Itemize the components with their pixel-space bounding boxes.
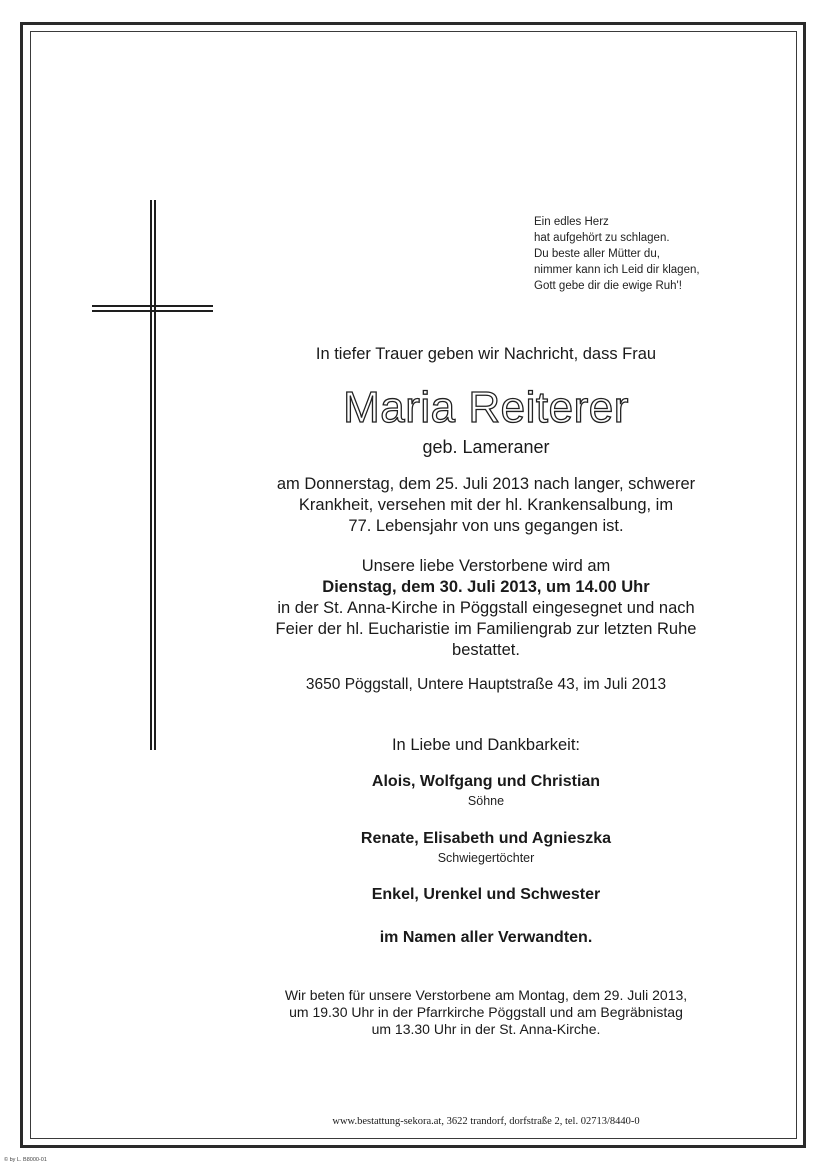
death-notice-line: 77. Lebensjahr von uns gegangen ist. — [348, 517, 624, 535]
print-code: © by L. B8000-01 — [4, 1157, 47, 1163]
funeral-date: Dienstag, dem 30. Juli 2013, um 14.00 Uhr — [322, 578, 650, 596]
verse-line: nimmer kann ich Leid dir klagen, — [534, 264, 700, 276]
verse-line: Ein edles Herz — [534, 216, 609, 228]
deceased-name: Maria Reiterer — [343, 383, 629, 432]
prayer-line: um 19.30 Uhr in der Pfarrkirche Pöggstall und am Begräbnistag — [289, 1004, 683, 1020]
undertaker-footer: www.bestattung-sekora.at, 3622 trandorf, dorfstraße 2, tel. 02713/8440-0 — [332, 1116, 640, 1127]
mourner-group — [236, 830, 736, 865]
mourner-names: Enkel, Urenkel und Schwester — [371, 886, 601, 903]
funeral-line: Feier der hl. Eucharistie im Familiengrab zur letzten Ruhe — [275, 620, 697, 638]
death-notice — [236, 474, 736, 537]
death-notice-line: Krankheit, versehen mit der hl. Krankensalbung, im — [298, 496, 674, 514]
intro-text: In tiefer Trauer geben wir Nachricht, dass Frau — [315, 345, 657, 363]
mourner-relation: Schwiegertöchter — [437, 851, 535, 865]
funeral-line: in der St. Anna-Kirche in Pöggstall eingesegnet und nach — [277, 599, 695, 617]
prayer-notice — [236, 987, 736, 1038]
prayer-line: um 13.30 Uhr in der St. Anna-Kirche. — [371, 1021, 601, 1037]
memorial-verse — [534, 214, 700, 294]
mourner-names: Renate, Elisabeth und Agnieszka — [360, 830, 612, 847]
mourner-group — [236, 773, 736, 808]
thanks-heading: In Liebe und Dankbarkeit: — [391, 736, 581, 754]
mourner-names: Alois, Wolfgang und Christian — [371, 773, 601, 790]
verse-line: hat aufgehört zu schlagen. — [534, 232, 670, 244]
verse-line: Gott gebe dir die ewige Ruh'! — [534, 280, 682, 292]
funeral-line: Unsere liebe Verstorbene wird am — [361, 557, 611, 575]
place-date: 3650 Pöggstall, Untere Hauptstraße 43, im Juli 2013 — [305, 676, 667, 693]
verse-line: Du beste aller Mütter du, — [534, 248, 660, 260]
death-notice-line: am Donnerstag, dem 25. Juli 2013 nach langer, schwerer — [276, 475, 696, 493]
mourner-relation: Söhne — [467, 794, 505, 808]
mourner-group — [236, 929, 736, 947]
prayer-line: Wir beten für unsere Verstorbene am Montag, dem 29. Juli 2013, — [284, 987, 688, 1003]
maiden-name: geb. Lameraner — [422, 437, 550, 457]
mourner-group — [236, 886, 736, 904]
funeral-details — [236, 556, 736, 661]
mourner-names: im Namen aller Verwandten. — [379, 929, 593, 946]
funeral-line: bestattet. — [452, 641, 520, 659]
